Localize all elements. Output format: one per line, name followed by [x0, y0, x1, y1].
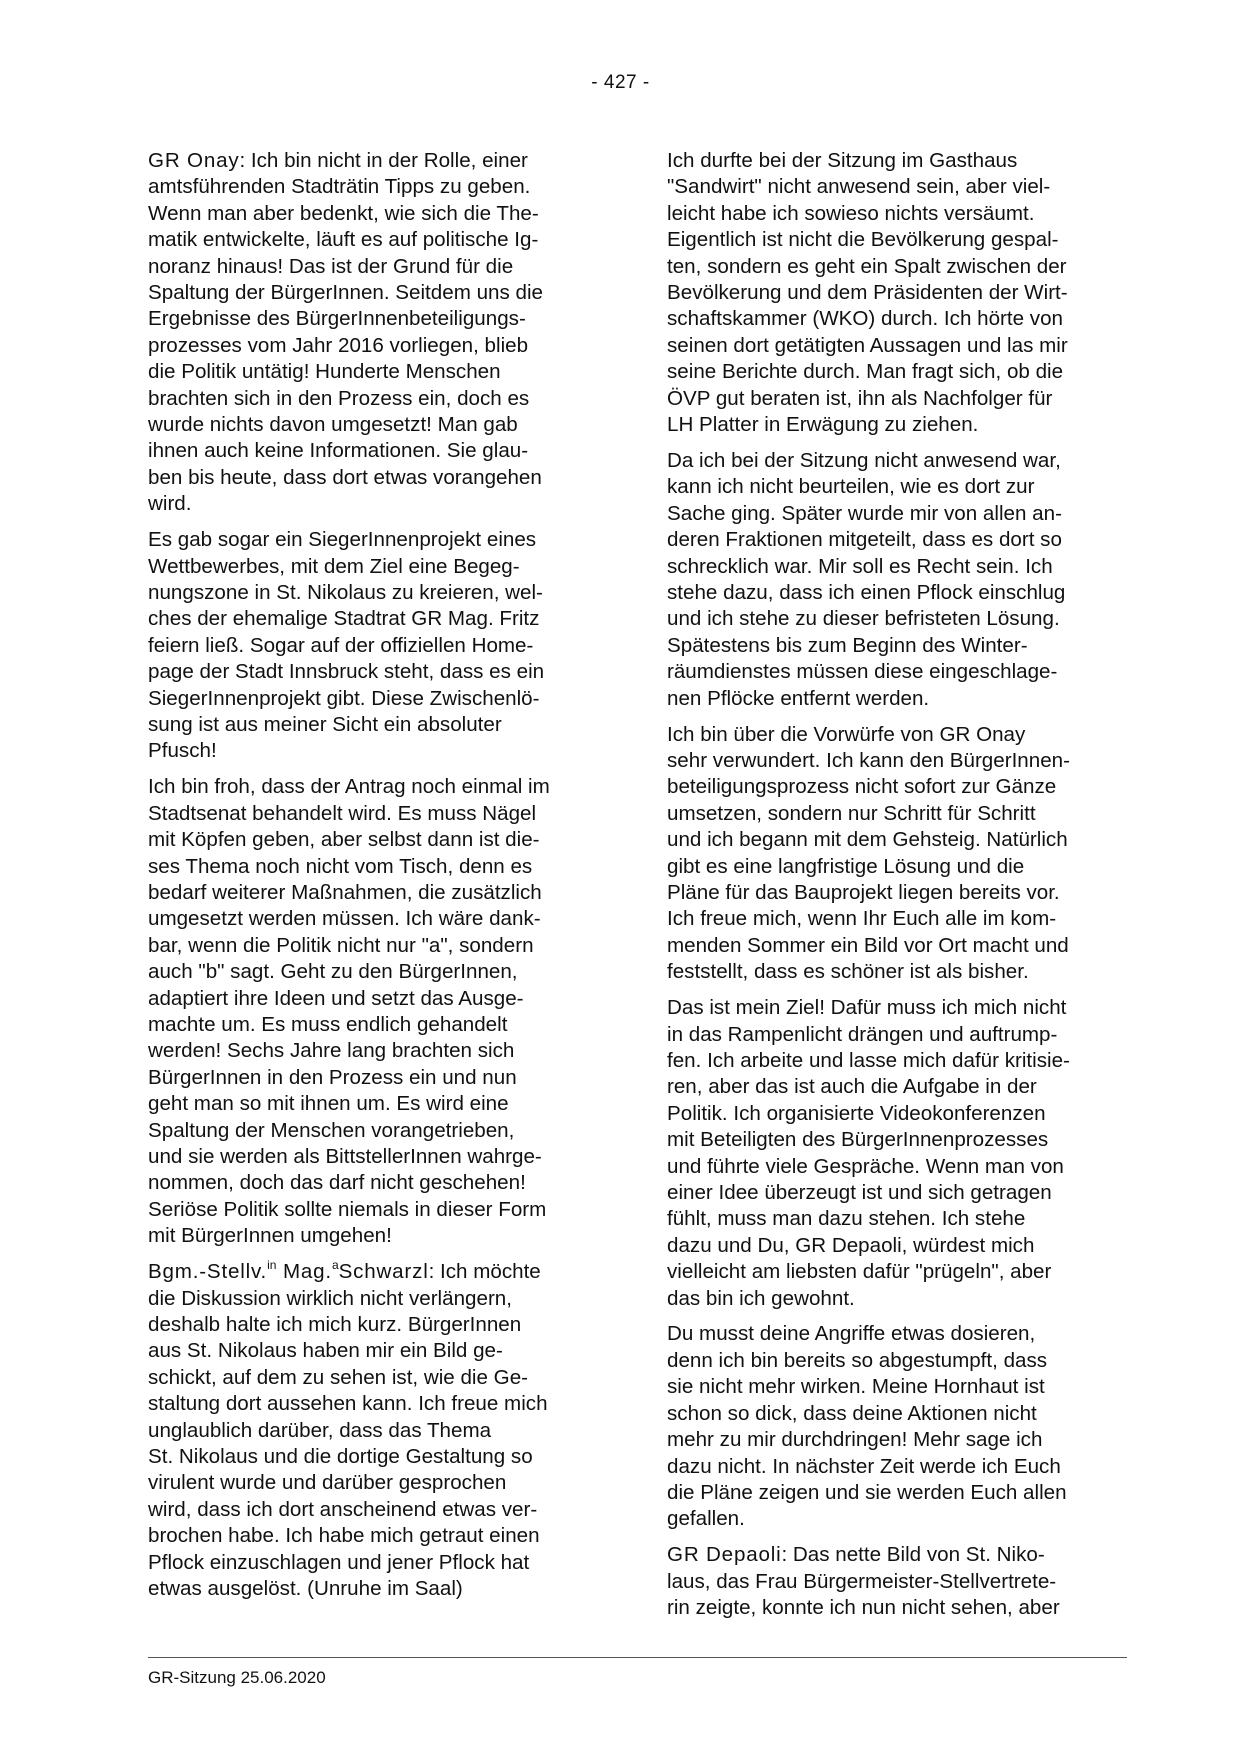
speaker-surname: Schwarzl	[338, 1260, 429, 1284]
paragraph-attacks: Du musst deine Angriffe etwas dosieren, denn ich bin bereits so abgestumpft, dass sie nicht mehr wirken. Meine Hornhaut ist schon so dick, dass deine Aktionen nicht mehr zu mir durchdringen! Mehr sage ich dazu nicht. In nächster Zeit werde ich Euch die Pläne zeigen und sie werden Euch allen gefallen.	[667, 1322, 1067, 1531]
speaker-name: GR Onay	[148, 149, 240, 172]
right-column	[667, 148, 1127, 1631]
paragraph-motion: Ich bin froh, dass der Antrag noch einmal im Stadtsenat behandelt wird. Es muss Nägel mit Köpfen geben, aber selbst dann ist die- ses Thema noch nicht vom Tisch, denn es bedarf weiterer Maßnahmen, die zusätzlich umgesetzt werden müssen. Ich wäre dank- bar, wenn die Politik nicht nur "a", sondern auch "b" sagt. Geht zu den BürgerInnen, adaptiert ihre Ideen und setzt das Ausge- machte um. Es muss endlich gehandelt werden! Sechs Jahre lang brachten sich BürgerInnen in den Prozess ein und nun geht man so mit ihnen um. Es wird eine Spaltung der Menschen vorangetrieben, und sie werden als BittstellerInnen wahrge- nommen, doch das darf nicht geschehen! Seriöse Politik sollte niemals in dieser Form mit BürgerInnen umgehen!	[148, 775, 550, 1248]
speaker-degree-suffix: a	[331, 1258, 339, 1273]
footer-session-date: GR-Sitzung 25.06.2020	[148, 1668, 326, 1687]
paragraph-absent: Da ich bei der Sitzung nicht anwesend war, kann ich nicht beurteilen, wie es dort zur Sache ging. Später wurde mir von allen an- deren Fraktionen mitgeteilt, dass es dort so schrecklich war. Mir soll es Recht sein. Ich stehe dazu, dass ich einen Pflock einschlug und ich stehe zu dieser befristeten Lösung. Spätestens bis zum Beginn des Winter- räumdienstes müssen diese eingeschlage- nen Pflöcke entfernt werden.	[667, 448, 1066, 710]
paragraph-text: : Ich möchte die Diskussion wirklich nicht verlängern, deshalb halte ich mich kurz. BürgerInnen aus St. Nikolaus haben mir ein Bild ge- schickt, auf dem zu sehen ist, wie die Ge- staltung dort aussehen kann. Ich freue mich unglaublich darüber, dass das Thema St. Nikolaus und die dortige Gestaltung so virulent wurde und darüber gesprochen wird, dass ich dort anscheinend etwas ver- brochen habe. Ich habe mich getraut einen Pflock einzuschlagen und jener Pflock hat etwas ausgelöst. (Unruhe im Saal)	[148, 1260, 548, 1601]
paragraph-accusations: Ich bin über die Vorwürfe von GR Onay sehr verwundert. Ich kann den BürgerInnen- beteiligungsprozess nicht sofort zur Gänze umsetzen, sondern nur Schritt für Schritt und ich begann mit dem Gehsteig. Natürlich gibt es eine langfristige Lösung und die Pläne für das Bauprojekt liegen bereits vor. Ich freue mich, wenn Ihr Euch alle im kom- menden Sommer ein Bild vor Ort macht und feststellt, dass es schöner ist als bisher.	[667, 722, 1070, 984]
paragraph-schwarzl-statement	[148, 1259, 598, 1602]
page-number: - 427 -	[591, 72, 650, 93]
footer-divider	[148, 1657, 1127, 1658]
paragraph-goal: Das ist mein Ziel! Dafür muss ich mich nicht in das Rampenlicht drängen und auftrump- fen. Ich arbeite und lasse mich dafür kritisie- ren, aber das ist auch die Aufgabe in der Politik. Ich organisierte Videokonferenzen mit Beteiligten des BürgerInnenprozesses und führte viele Gespräche. Wenn man von einer Idee überzeugt ist und sich getragen fühlt, muss man dazu stehen. Ich stehe dazu und Du, GR Depaoli, würdest mich vielleicht am liebsten dafür "prügeln", aber das bin ich gewohnt.	[667, 996, 1070, 1310]
speaker-title-suffix: in	[267, 1258, 277, 1273]
paragraph-text: : Das nette Bild von St. Niko- laus, das Frau Bürgermeister-Stellvertrete- rin zeigte, konnte ich nun nicht sehen, aber	[667, 1543, 1060, 1620]
paragraph-depaoli-statement	[667, 1542, 1127, 1621]
speaker-name	[148, 1260, 429, 1283]
paragraph-sandwirt: Ich durfte bei der Sitzung im Gasthaus "Sandwirt" nicht anwesend sein, aber viel- leicht habe ich sowieso nichts versäumt. Eigentlich ist nicht die Bevölkerung gespal- ten, sondern es geht ein Spalt zwischen der Bevölkerung und dem Präsidenten der Wirt- schaftskammer (WKO) durch. Ich hörte von seinen dort getätigten Aussagen und las mir seine Berichte durch. Man fragt sich, ob die ÖVP gut beraten ist, ihn als Nachfolger für LH Platter in Erwägung zu ziehen.	[667, 149, 1068, 437]
left-column	[148, 148, 598, 1612]
speaker-degree: Mag.	[276, 1260, 332, 1284]
paragraph-onay-statement	[148, 148, 598, 518]
speaker-name: GR Depaoli	[667, 1543, 782, 1567]
paragraph-winner-project: Es gab sogar ein SiegerInnenprojekt eines Wettbewerbes, mit dem Ziel eine Begeg- nungszone in St. Nikolaus zu kreieren, wel- ches der ehemalige Stadtrat GR Mag. Fritz feiern ließ. Sogar auf der offiziellen Home- page der Stadt Innsbruck steht, dass es ein SiegerInnenprojekt gibt. Diese Zwischenlö- sung ist aus meiner Sicht ein absoluter Pfusch!	[148, 528, 545, 763]
speaker-title: Bgm.-Stellv.	[148, 1260, 268, 1284]
paragraph-text: : Ich bin nicht in der Rolle, einer amtsführenden Stadträtin Tipps zu geben. Wenn man aber bedenkt, wie sich die The- matik entwickelte, läuft es auf politische Ig- noranz hinaus! Das ist der Grund für die Spaltung der BürgerInnen. Seitdem uns die Ergebnisse des BürgerInnenbeteiligungs- prozesses vom Jahr 2016 vorliegen, blieb die Politik untätig! Hunderte Menschen brachten sich in den Prozess ein, doch es wurde nichts davon umgesetzt! Man gab ihnen auch keine Informationen. Sie glau- ben bis heute, dass dort etwas vorangehen wird.	[148, 149, 543, 516]
